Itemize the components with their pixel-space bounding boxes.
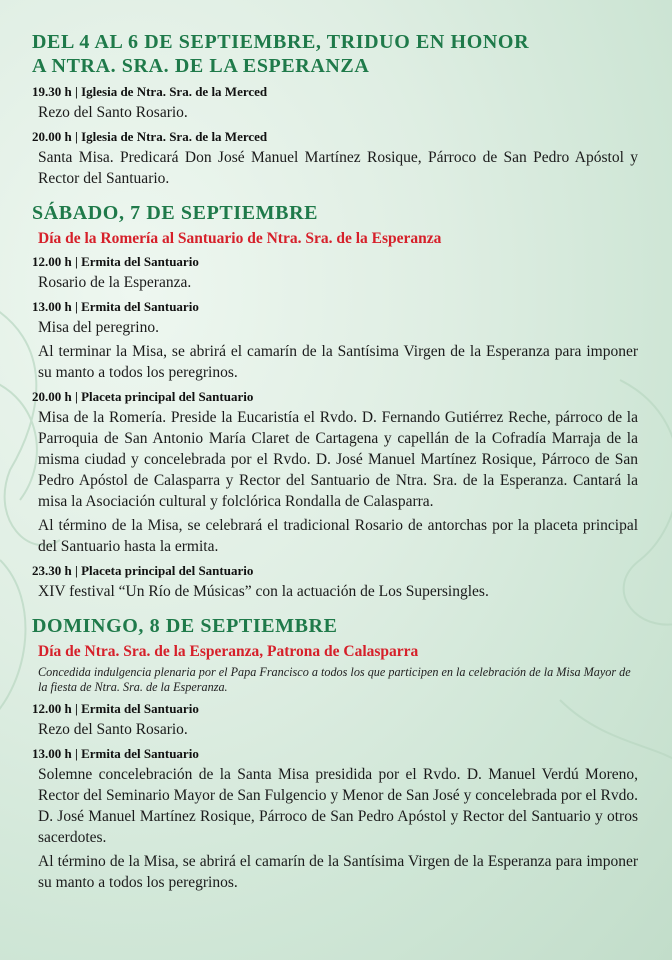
event-description: Al terminar la Misa, se abrirá el camarín de la Santísima Virgen de la Esperanza para imponer su manto a todos los peregrinos. xyxy=(38,343,638,381)
event-time-location: 20.00 h | Placeta principal del Santuario xyxy=(32,389,254,404)
event-time-location: 13.00 h | Ermita del Santuario xyxy=(32,746,199,761)
section-title: DEL 4 AL 6 DE SEPTIEMBRE, TRIDUO EN HONOR A NTRA. SRA. DE LA ESPERANZA xyxy=(32,31,530,77)
event-description: Santa Misa. Predicará Don José Manuel Martínez Rosique, Párroco de San Pedro Apóstol y Rector del Santuario. xyxy=(38,149,638,187)
event-time-location: 12.00 h | Ermita del Santuario xyxy=(32,701,199,716)
event-item xyxy=(32,298,638,383)
event-description: Misa del peregrino. xyxy=(38,319,159,336)
section-title: DOMINGO, 8 DE SEPTIEMBRE xyxy=(32,615,338,637)
event-description: Rezo del Santo Rosario. xyxy=(38,721,188,738)
event-description: Rezo del Santo Rosario. xyxy=(38,104,188,121)
section-subtitle: Día de la Romería al Santuario de Ntra. Sra. de la Esperanza xyxy=(38,230,442,247)
event-time-location: 12.00 h | Ermita del Santuario xyxy=(32,254,199,269)
event-time-location: 23.30 h | Placeta principal del Santuario xyxy=(32,563,254,578)
event-time-location: 19.30 h | Iglesia de Ntra. Sra. de la Merced xyxy=(32,84,268,99)
event-description: Al término de la Misa, se abrirá el camarín de la Santísima Virgen de la Esperanza para imponer su manto a todos los peregrinos. xyxy=(38,853,638,891)
section-subtitle: Día de Ntra. Sra. de la Esperanza, Patrona de Calasparra xyxy=(38,643,419,660)
event-description: Solemne concelebración de la Santa Misa presidida por el Rvdo. D. Manuel Verdú Moreno, Rector del Seminario Mayor de San Fulgencio y Menor de San José y concelebrada por el Rvdo. D. José Manuel Martínez Rosique, Párroco de San Pedro Apóstol y Rector del Santuario y otros sacerdotes. xyxy=(38,766,638,846)
event-description: Misa de la Romería. Preside la Eucaristía el Rvdo. D. Fernando Gutiérrez Reche, párroco de la Parroquia de San Antonio María Claret de Cartagena y capellán de la Cofradía Marraja de la misma ciudad y concelebrada por el Rvdo. D. José Manuel Martínez Rosique, Párroco de San Pedro Apóstol de Calasparra y Rector del Santuario de Ntra. Sra. de la Esperanza. Cantará la misa la Asociación cultural y folclórica Rondalla de Calasparra. xyxy=(38,409,638,510)
event-description: Rosario de la Esperanza. xyxy=(38,274,192,291)
section-domingo xyxy=(32,614,638,893)
event-item xyxy=(32,83,638,123)
event-description: XIV festival “Un Río de Músicas” con la actuación de Los Supersingles. xyxy=(38,583,489,600)
event-time-location: 13.00 h | Ermita del Santuario xyxy=(32,299,199,314)
event-item xyxy=(32,128,638,189)
event-item xyxy=(32,562,638,602)
event-description: Al término de la Misa, se celebrará el tradicional Rosario de antorchas por la placeta principal del Santuario hasta la ermita. xyxy=(38,517,638,555)
event-item xyxy=(32,700,638,740)
event-item xyxy=(32,745,638,893)
event-item xyxy=(32,253,638,293)
section-triduo xyxy=(32,30,638,189)
event-item xyxy=(32,388,638,557)
section-sabado xyxy=(32,201,638,602)
section-title: SÁBADO, 7 DE SEPTIEMBRE xyxy=(32,202,319,224)
event-time-location: 20.00 h | Iglesia de Ntra. Sra. de la Merced xyxy=(32,129,268,144)
indulgence-note: Concedida indulgencia plenaria por el Papa Francisco a todos los que participen en la celebración de la Misa Mayor de la fiesta de Ntra. Sra. de la Esperanza. xyxy=(38,665,631,694)
